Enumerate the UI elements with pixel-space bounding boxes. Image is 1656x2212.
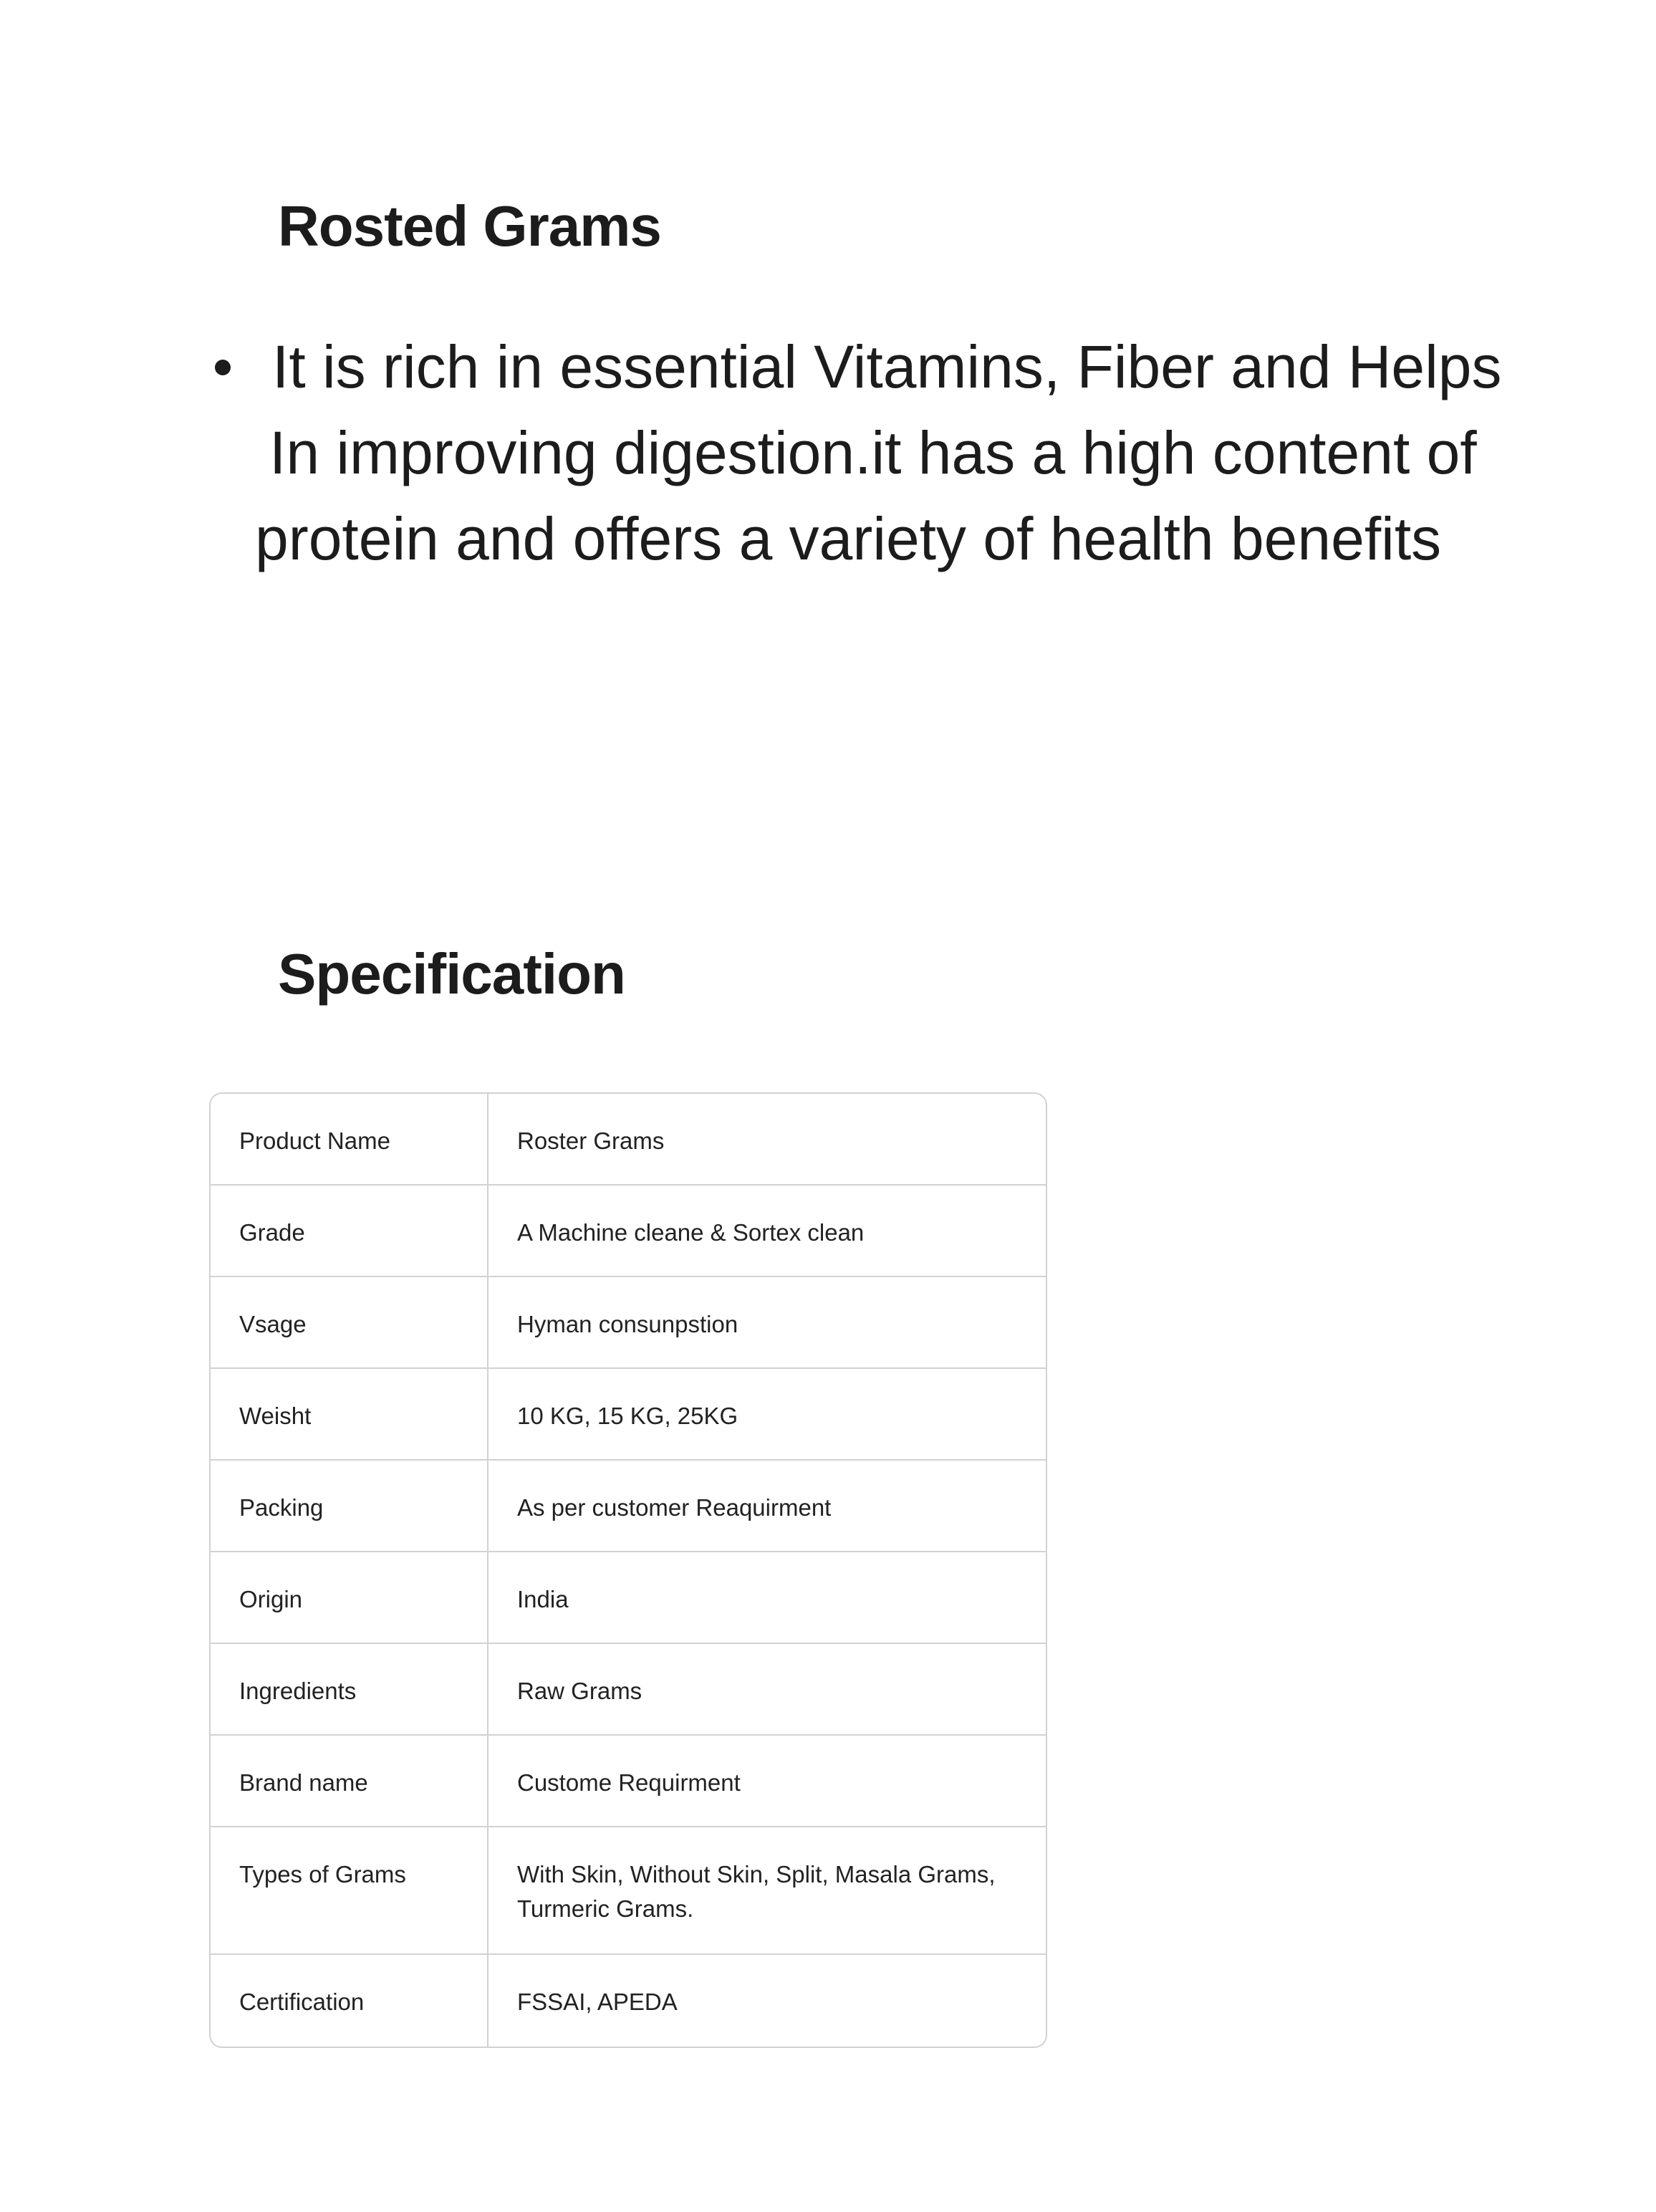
table-row [211,1736,1046,1827]
table-row [211,1644,1046,1736]
specification-table [209,1092,1047,2048]
spec-label: Grade [211,1186,488,1276]
spec-label: Product Name [211,1094,488,1184]
table-row [211,1277,1046,1369]
spec-value: FSSAI, APEDA [517,1989,678,2015]
description-line: protein and offers a variety of health benefits [255,505,1442,572]
spec-label: Weisht [211,1369,488,1459]
spec-value: A Machine cleane & Sortex clean [517,1219,865,1246]
spec-value: 10 KG, 15 KG, 25KG [517,1403,738,1429]
spec-value: Roster Grams [517,1127,665,1154]
page-title: Rosted Grams [278,194,661,258]
description-line: It is rich in essential Vitamins, Fiber and Helps [272,333,1502,400]
spec-value: India [517,1586,569,1612]
spec-label: Vsage [211,1277,488,1367]
specification-heading: Specification [278,942,625,1006]
spec-label: Types of Grams [211,1827,488,1953]
spec-value: With Skin, Without Skin, Split, Masala Grams, Turmeric Grams. [517,1861,996,1922]
spec-value: Hyman consunpstion [517,1311,738,1337]
spec-value: Custome Requirment [517,1769,741,1796]
spec-label: Packing [211,1461,488,1551]
table-row [211,1552,1046,1644]
spec-label: Brand name [211,1736,488,1826]
spec-label: Ingredients [211,1644,488,1734]
table-row [211,1461,1046,1552]
spec-value: Raw Grams [517,1678,642,1704]
description-line: In improving digestion.it has a high content of [269,419,1477,486]
spec-value: As per customer Reaquirment [517,1494,832,1521]
spec-label: Certification [211,1955,488,2047]
bullet-dot-icon [215,360,231,375]
table-row [211,1186,1046,1277]
spec-label: Origin [211,1552,488,1643]
table-row [211,1094,1046,1186]
table-row [211,1827,1046,1955]
table-row [211,1955,1046,2047]
table-row [211,1369,1046,1461]
